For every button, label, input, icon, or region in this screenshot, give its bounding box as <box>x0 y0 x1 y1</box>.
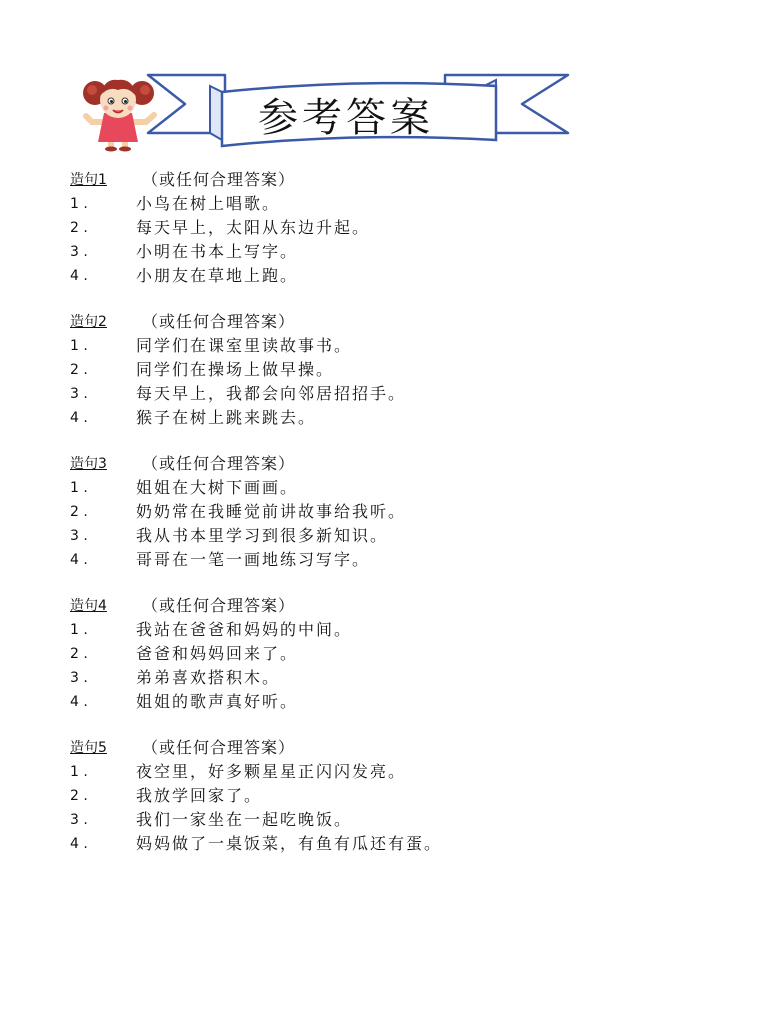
item-sentence: 我放学回家了。 <box>136 786 263 805</box>
item-number: 3 . <box>70 528 88 544</box>
section-heading <box>70 452 730 476</box>
item-number: 2 . <box>70 220 88 236</box>
section-label: 造句2 <box>70 314 107 330</box>
section-3 <box>70 452 730 572</box>
list-item <box>70 690 730 714</box>
item-number: 4 . <box>70 268 88 284</box>
list-item <box>70 808 730 832</box>
section-note: （或任何合理答案） <box>142 738 296 757</box>
item-sentence: 每天早上，太阳从东边升起。 <box>136 218 371 237</box>
item-sentence: 每天早上，我都会向邻居招招手。 <box>136 384 407 403</box>
item-sentence: 我从书本里学习到很多新知识。 <box>136 526 389 545</box>
item-number: 2 . <box>70 504 88 520</box>
item-sentence: 同学们在操场上做早操。 <box>136 360 335 379</box>
list-item <box>70 524 730 548</box>
list-item <box>70 382 730 406</box>
item-sentence: 我站在爸爸和妈妈的中间。 <box>136 620 353 639</box>
page-title: 参考答案 <box>258 95 434 141</box>
list-item <box>70 358 730 382</box>
section-label: 造句4 <box>70 598 107 614</box>
list-item <box>70 760 730 784</box>
answer-list <box>70 168 730 878</box>
item-number: 3 . <box>70 812 88 828</box>
section-note: （或任何合理答案） <box>142 170 296 189</box>
item-sentence: 弟弟喜欢搭积木。 <box>136 668 281 687</box>
section-heading <box>70 736 730 760</box>
section-note: （或任何合理答案） <box>142 312 296 331</box>
item-number: 3 . <box>70 670 88 686</box>
item-number: 3 . <box>70 386 88 402</box>
item-number: 1 . <box>70 764 88 780</box>
list-item <box>70 784 730 808</box>
item-sentence: 奶奶常在我睡觉前讲故事给我听。 <box>136 502 407 521</box>
list-item <box>70 406 730 430</box>
section-label: 造句5 <box>70 740 107 756</box>
list-item <box>70 334 730 358</box>
item-number: 2 . <box>70 362 88 378</box>
section-label: 造句3 <box>70 456 107 472</box>
item-number: 1 . <box>70 622 88 638</box>
item-sentence: 猴子在树上跳来跳去。 <box>136 408 317 427</box>
section-note: （或任何合理答案） <box>142 454 296 473</box>
item-number: 1 . <box>70 480 88 496</box>
item-number: 2 . <box>70 788 88 804</box>
section-2 <box>70 310 730 430</box>
item-sentence: 妈妈做了一桌饭菜，有鱼有瓜还有蛋。 <box>136 834 443 853</box>
section-label: 造句1 <box>70 172 107 188</box>
item-sentence: 夜空里，好多颗星星正闪闪发亮。 <box>136 762 407 781</box>
section-note: （或任何合理答案） <box>142 596 296 615</box>
list-item <box>70 666 730 690</box>
item-sentence: 小朋友在草地上跑。 <box>136 266 299 285</box>
item-number: 1 . <box>70 338 88 354</box>
list-item <box>70 192 730 216</box>
list-item <box>70 500 730 524</box>
item-number: 4 . <box>70 694 88 710</box>
list-item <box>70 832 730 856</box>
list-item <box>70 240 730 264</box>
item-sentence: 哥哥在一笔一画地练习写字。 <box>136 550 371 569</box>
item-sentence: 小明在书本上写字。 <box>136 242 299 261</box>
list-item <box>70 642 730 666</box>
item-number: 4 . <box>70 410 88 426</box>
section-1 <box>70 168 730 288</box>
list-item <box>70 618 730 642</box>
item-sentence: 爸爸和妈妈回来了。 <box>136 644 299 663</box>
item-sentence: 小鸟在树上唱歌。 <box>136 194 281 213</box>
item-number: 1 . <box>70 196 88 212</box>
list-item <box>70 548 730 572</box>
item-number: 4 . <box>70 552 88 568</box>
list-item <box>70 216 730 240</box>
item-number: 4 . <box>70 836 88 852</box>
item-sentence: 我们一家坐在一起吃晚饭。 <box>136 810 353 829</box>
section-5 <box>70 736 730 856</box>
list-item <box>70 476 730 500</box>
section-heading <box>70 594 730 618</box>
item-number: 3 . <box>70 244 88 260</box>
section-heading <box>70 310 730 334</box>
cartoon-girl-icon <box>83 80 154 152</box>
item-sentence: 姐姐在大树下画画。 <box>136 478 299 497</box>
item-sentence: 姐姐的歌声真好听。 <box>136 692 299 711</box>
section-4 <box>70 594 730 714</box>
list-item <box>70 264 730 288</box>
title-banner <box>0 0 768 170</box>
item-sentence: 同学们在课室里读故事书。 <box>136 336 353 355</box>
item-number: 2 . <box>70 646 88 662</box>
section-heading <box>70 168 730 192</box>
